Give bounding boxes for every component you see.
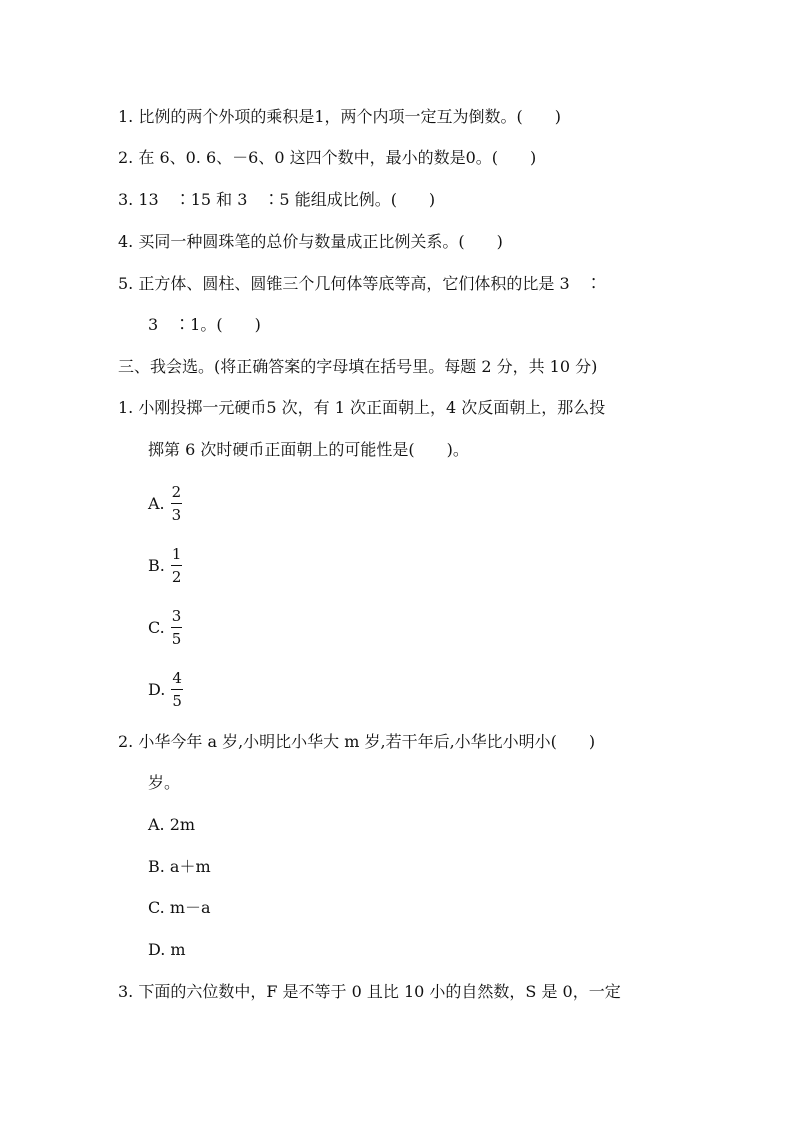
denominator: 2	[171, 567, 182, 586]
judge-item-1: 1. 比例的两个外项的乘积是1，两个内项一定互为倒数。( )	[118, 107, 562, 126]
fraction	[171, 606, 183, 649]
q2-option-a: A. 2m	[148, 815, 196, 834]
numerator: 2	[171, 482, 183, 504]
option-label: B.	[148, 555, 165, 575]
numerator: 4	[171, 668, 183, 690]
q1-option-a	[148, 477, 182, 529]
option-label: A.	[148, 493, 165, 513]
q2-option-d: D. m	[148, 940, 186, 959]
judge-item-5: 5. 正方体、圆柱、圆锥三个几何体等底等高，它们体积的比是 3 ∶	[118, 274, 602, 293]
denominator: 3	[171, 505, 182, 524]
fraction	[171, 482, 183, 525]
q2-option-b: B. a＋m	[148, 857, 211, 876]
denominator: 5	[172, 691, 182, 710]
fraction	[171, 668, 183, 711]
judge-item-4: 4. 买同一种圆珠笔的总价与数量成正比例关系。( )	[118, 232, 503, 251]
numerator: 3	[171, 606, 183, 628]
denominator: 5	[171, 629, 182, 648]
q1-option-b	[148, 539, 182, 591]
numerator: 1	[171, 544, 183, 566]
q2-option-c: C. m－a	[148, 898, 211, 917]
question-2-line-2: 岁。	[148, 773, 181, 792]
question-1-line-2: 掷第 6 次时硬币正面朝上的可能性是( )。	[148, 440, 469, 459]
fraction	[171, 544, 183, 587]
question-3-line-1: 3. 下面的六位数中，F 是不等于 0 且比 10 小的自然数，S 是 0，一定	[118, 982, 621, 1001]
judge-item-5-continued: 3 ∶1。( )	[148, 315, 261, 334]
option-label: D.	[148, 679, 166, 699]
q1-option-c	[148, 601, 182, 653]
judge-item-2: 2. 在 6、0. 6、－6、0 这四个数中，最小的数是0。( )	[118, 148, 537, 167]
question-2-line-1: 2. 小华今年 a 岁,小明比小华大 m 岁,若干年后,小华比小明小( )	[118, 732, 596, 751]
judge-item-3: 3. 13 ∶15 和 3 ∶5 能组成比例。( )	[118, 190, 436, 209]
question-1-line-1: 1. 小刚投掷一元硬币5 次，有 1 次正面朝上，4 次反面朝上，那么投	[118, 398, 606, 417]
option-label: C.	[148, 617, 165, 637]
section-title: 三、我会选。(将正确答案的字母填在括号里。每题 2 分，共 10 分)	[118, 357, 598, 376]
q1-option-d	[148, 663, 183, 715]
